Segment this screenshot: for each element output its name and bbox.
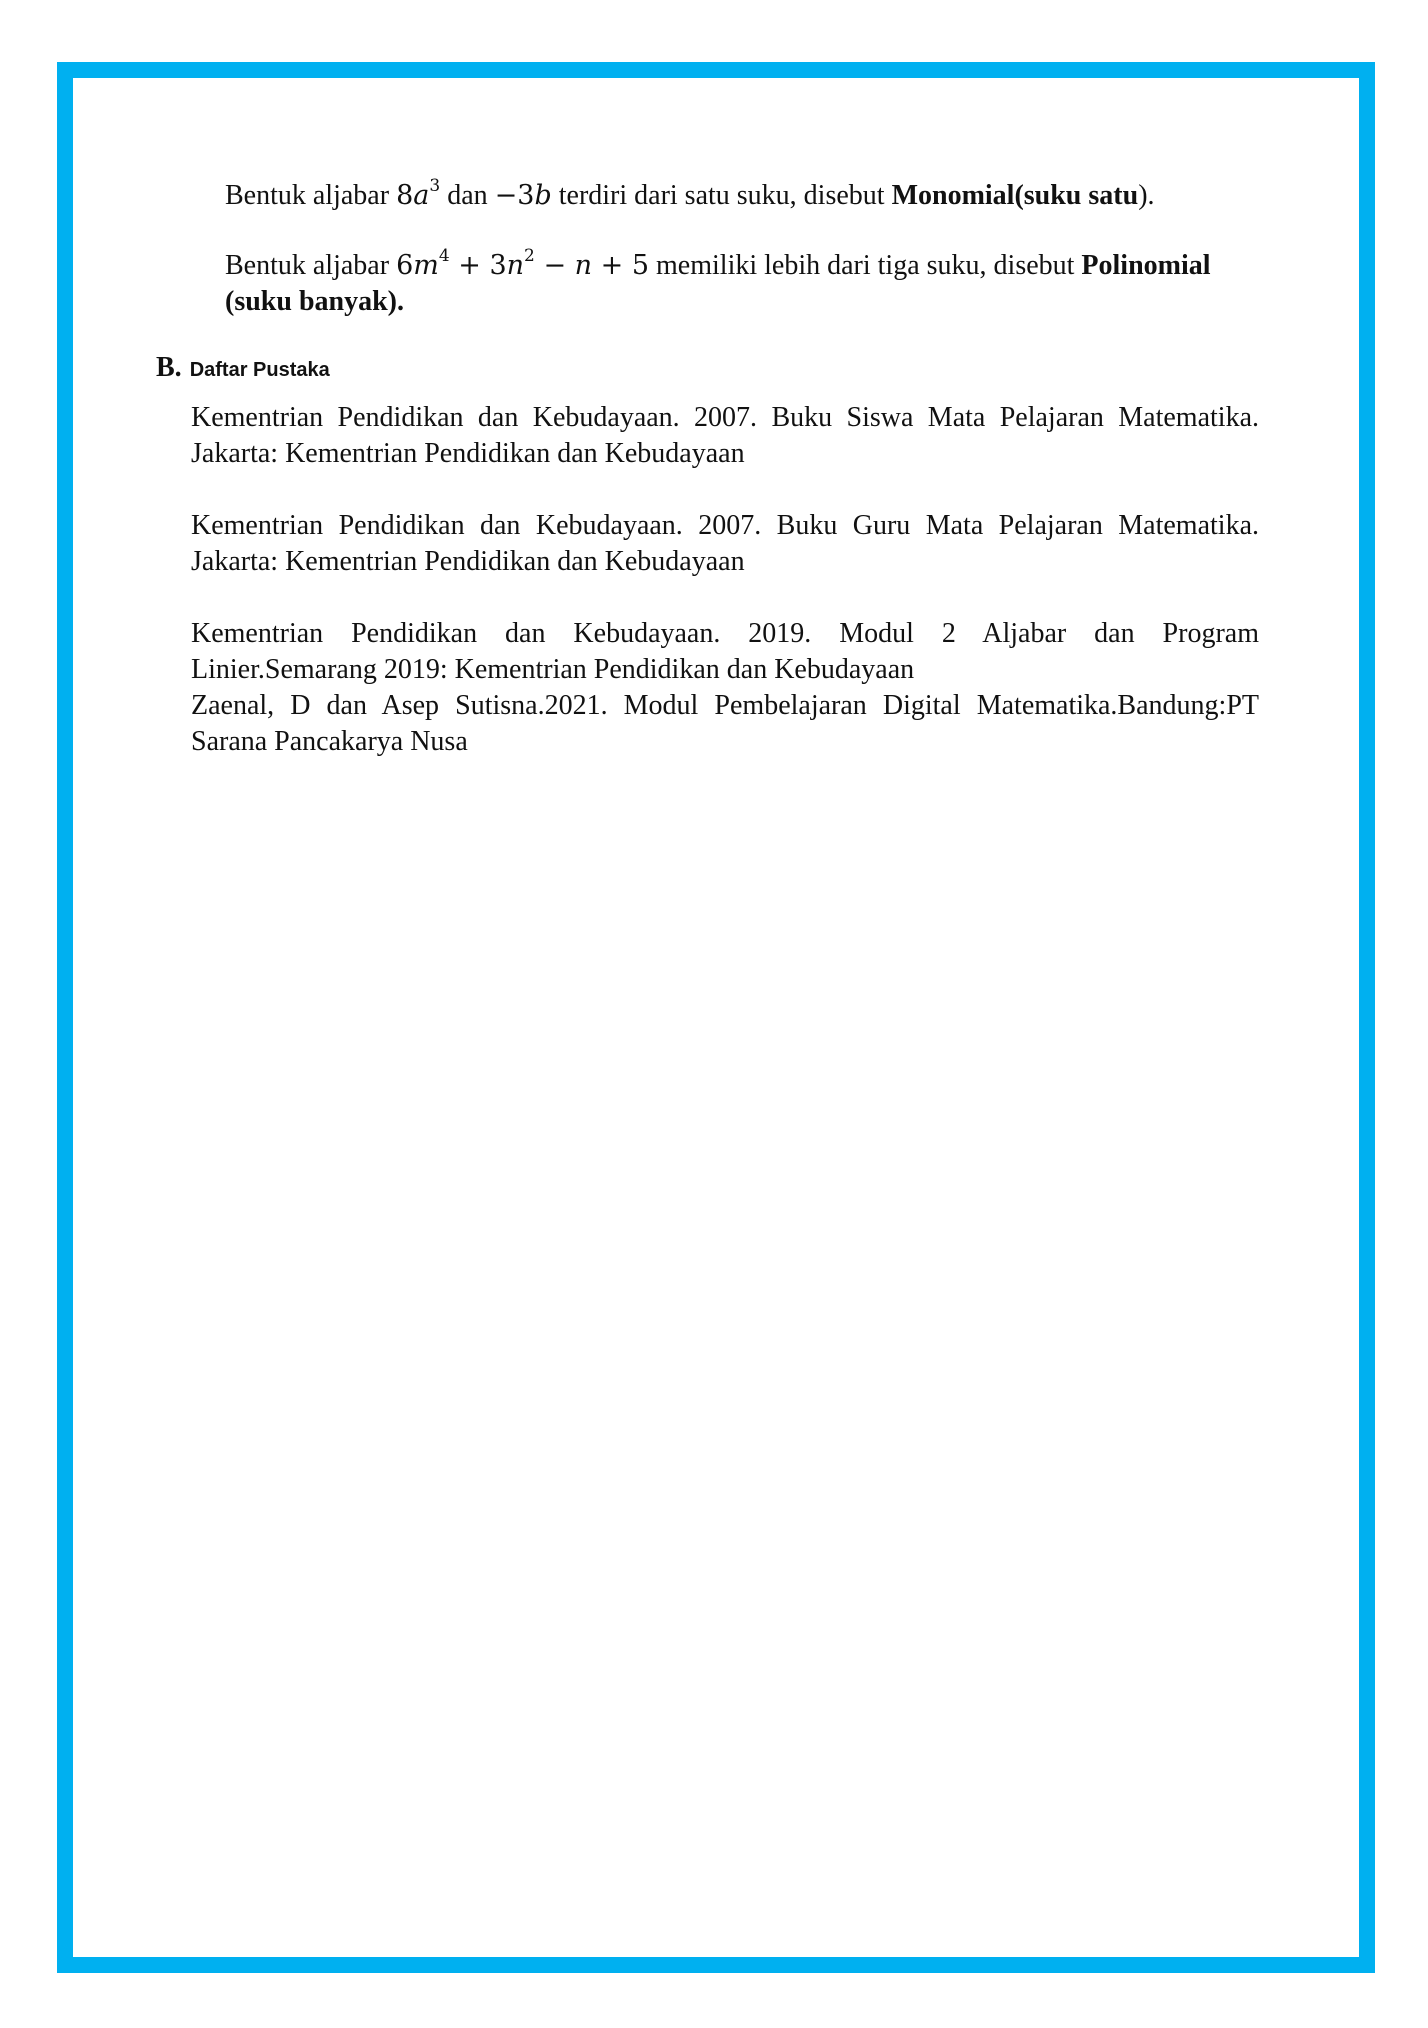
page-border-frame (57, 62, 1375, 1973)
term-suku-banyak: (suku banyak). (225, 286, 404, 317)
section-title: Daftar Pustaka (189, 359, 330, 381)
math-8a3: $8a^3$ (396, 176, 441, 211)
monomial-paragraph (225, 178, 1225, 214)
reference-line: Kementrian Pendidikan dan Kebudayaan. 2007. Buku Guru Mata Pelajaran Matematika. (191, 510, 1259, 541)
reference-item (191, 400, 1259, 472)
text-run: Bentuk aljabar (225, 180, 397, 211)
reference-list (191, 400, 1259, 760)
math-minus-3b: −3b (494, 180, 552, 211)
text-run: Bentuk aljabar (225, 250, 397, 281)
reference-line: Kementrian Pendidikan dan Kebudayaan. 2019. Modul 2 Aljabar dan Program (191, 618, 1259, 649)
math-polynomial-expression: $6m^4 + 3n^2 - n + 5$ (396, 246, 650, 281)
text-run: terdiri dari satu suku, disebut (551, 180, 892, 211)
reference-item (191, 688, 1259, 760)
reference-line: Jakarta: Kementrian Pendidikan dan Kebudayaan (191, 546, 745, 577)
reference-line: Zaenal, D dan Asep Sutisna.2021. Modul Pembelajaran Digital Matematika.Bandung:PT (191, 690, 1259, 721)
reference-line: Jakarta: Kementrian Pendidikan dan Kebudayaan (191, 438, 745, 469)
text-run: dan (440, 180, 495, 211)
text-run: memiliki lebih dari tiga suku, disebut (649, 250, 1082, 281)
reference-line: Sarana Pancakarya Nusa (191, 726, 468, 757)
reference-item (191, 508, 1259, 580)
reference-line: Kementrian Pendidikan dan Kebudayaan. 2007. Buku Siswa Mata Pelajaran Matematika. (191, 402, 1259, 433)
reference-line: Linier.Semarang 2019: Kementrian Pendidikan dan Kebudayaan (191, 654, 915, 685)
section-letter: B. (156, 352, 182, 383)
polinomial-paragraph (225, 248, 1217, 320)
text-run: ). (1138, 180, 1155, 211)
reference-item (191, 616, 1259, 688)
section-heading (156, 352, 330, 388)
term-polinomial: Polinomial (1081, 250, 1211, 281)
term-monomial: Monomial(suku satu (891, 180, 1139, 211)
